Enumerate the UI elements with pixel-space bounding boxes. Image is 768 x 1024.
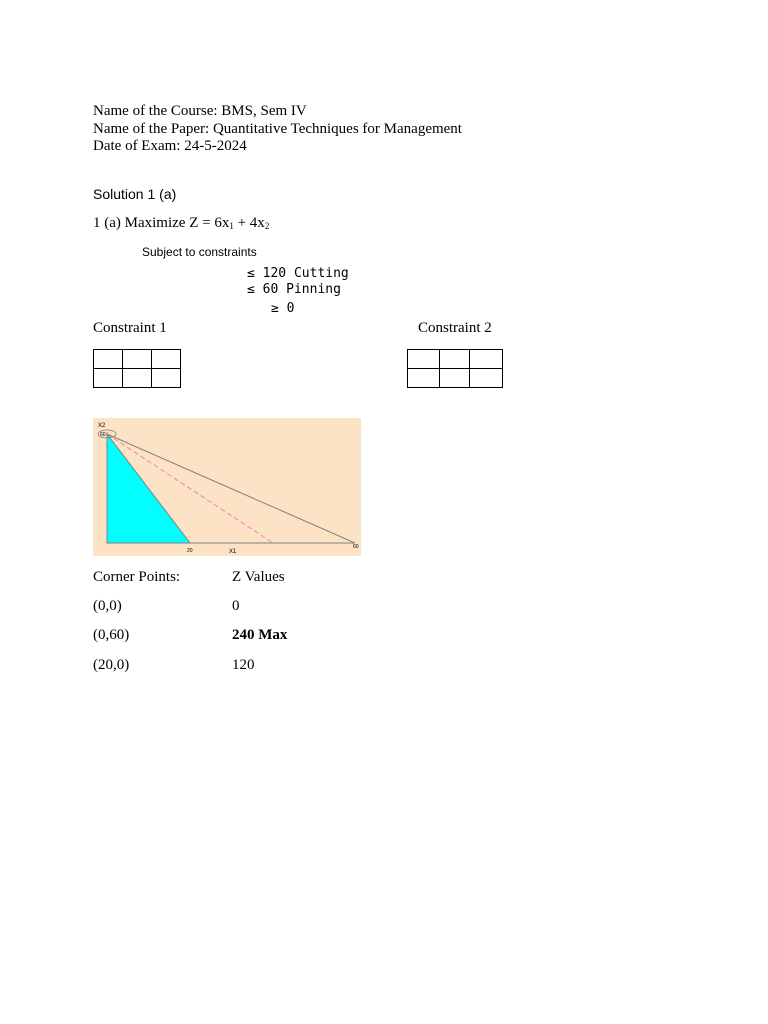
objective-sub1: 1 xyxy=(229,221,234,231)
objective-mid: + 4x xyxy=(233,215,265,231)
subject-to-label: Subject to constraints xyxy=(142,245,257,259)
table-cell xyxy=(440,350,470,369)
table-cell xyxy=(440,369,470,388)
constraint1-table xyxy=(93,349,181,388)
z-values-header: Z Values xyxy=(232,569,285,585)
feasible-region-graph xyxy=(93,418,361,556)
objective-prefix: 1 (a) Maximize Z = 6x xyxy=(93,215,230,231)
constraint2-label: Constraint 2 xyxy=(418,320,492,336)
table-cell xyxy=(408,350,440,369)
solution-heading: Solution 1 (a) xyxy=(93,186,177,202)
constraint2-table xyxy=(407,349,503,388)
table-cell xyxy=(470,369,503,388)
constraint-cutting: ≤ 120 Cutting xyxy=(247,266,349,281)
objective-sub2: 2 xyxy=(264,221,270,231)
table-cell xyxy=(408,369,440,388)
table-cell xyxy=(152,350,181,369)
table-cell xyxy=(94,350,123,369)
corner-points-header: Corner Points: xyxy=(93,569,181,585)
exam-date: Date of Exam: 24-5-2024 xyxy=(93,138,247,154)
corner-point: (0,0) xyxy=(93,598,122,614)
z-value: 0 xyxy=(232,598,240,614)
y-tick-label: 60 xyxy=(100,432,106,438)
z-value-max: 240 Max xyxy=(232,627,288,643)
table-cell xyxy=(152,369,181,388)
table-cell xyxy=(470,350,503,369)
x-tick-label-2: 60 xyxy=(353,544,359,550)
constraint-nonneg: ≥ 0 xyxy=(271,301,295,316)
constraint-pinning: ≤ 60 Pinning xyxy=(247,282,341,297)
table-cell xyxy=(123,350,152,369)
z-value: 120 xyxy=(232,657,255,673)
course-name: Name of the Course: BMS, Sem IV xyxy=(93,103,307,119)
x-axis-label: X1 xyxy=(229,549,237,555)
objective-function xyxy=(93,215,269,232)
y-axis-label: X2 xyxy=(98,423,106,429)
graph-svg xyxy=(93,418,361,556)
corner-point: (20,0) xyxy=(93,657,130,673)
table-cell xyxy=(123,369,152,388)
x-tick-label-1: 20 xyxy=(187,548,193,554)
corner-point: (0,60) xyxy=(93,627,130,643)
table-cell xyxy=(94,369,123,388)
paper-name: Name of the Paper: Quantitative Techniques for Management xyxy=(93,121,462,137)
constraint1-label: Constraint 1 xyxy=(93,320,167,336)
